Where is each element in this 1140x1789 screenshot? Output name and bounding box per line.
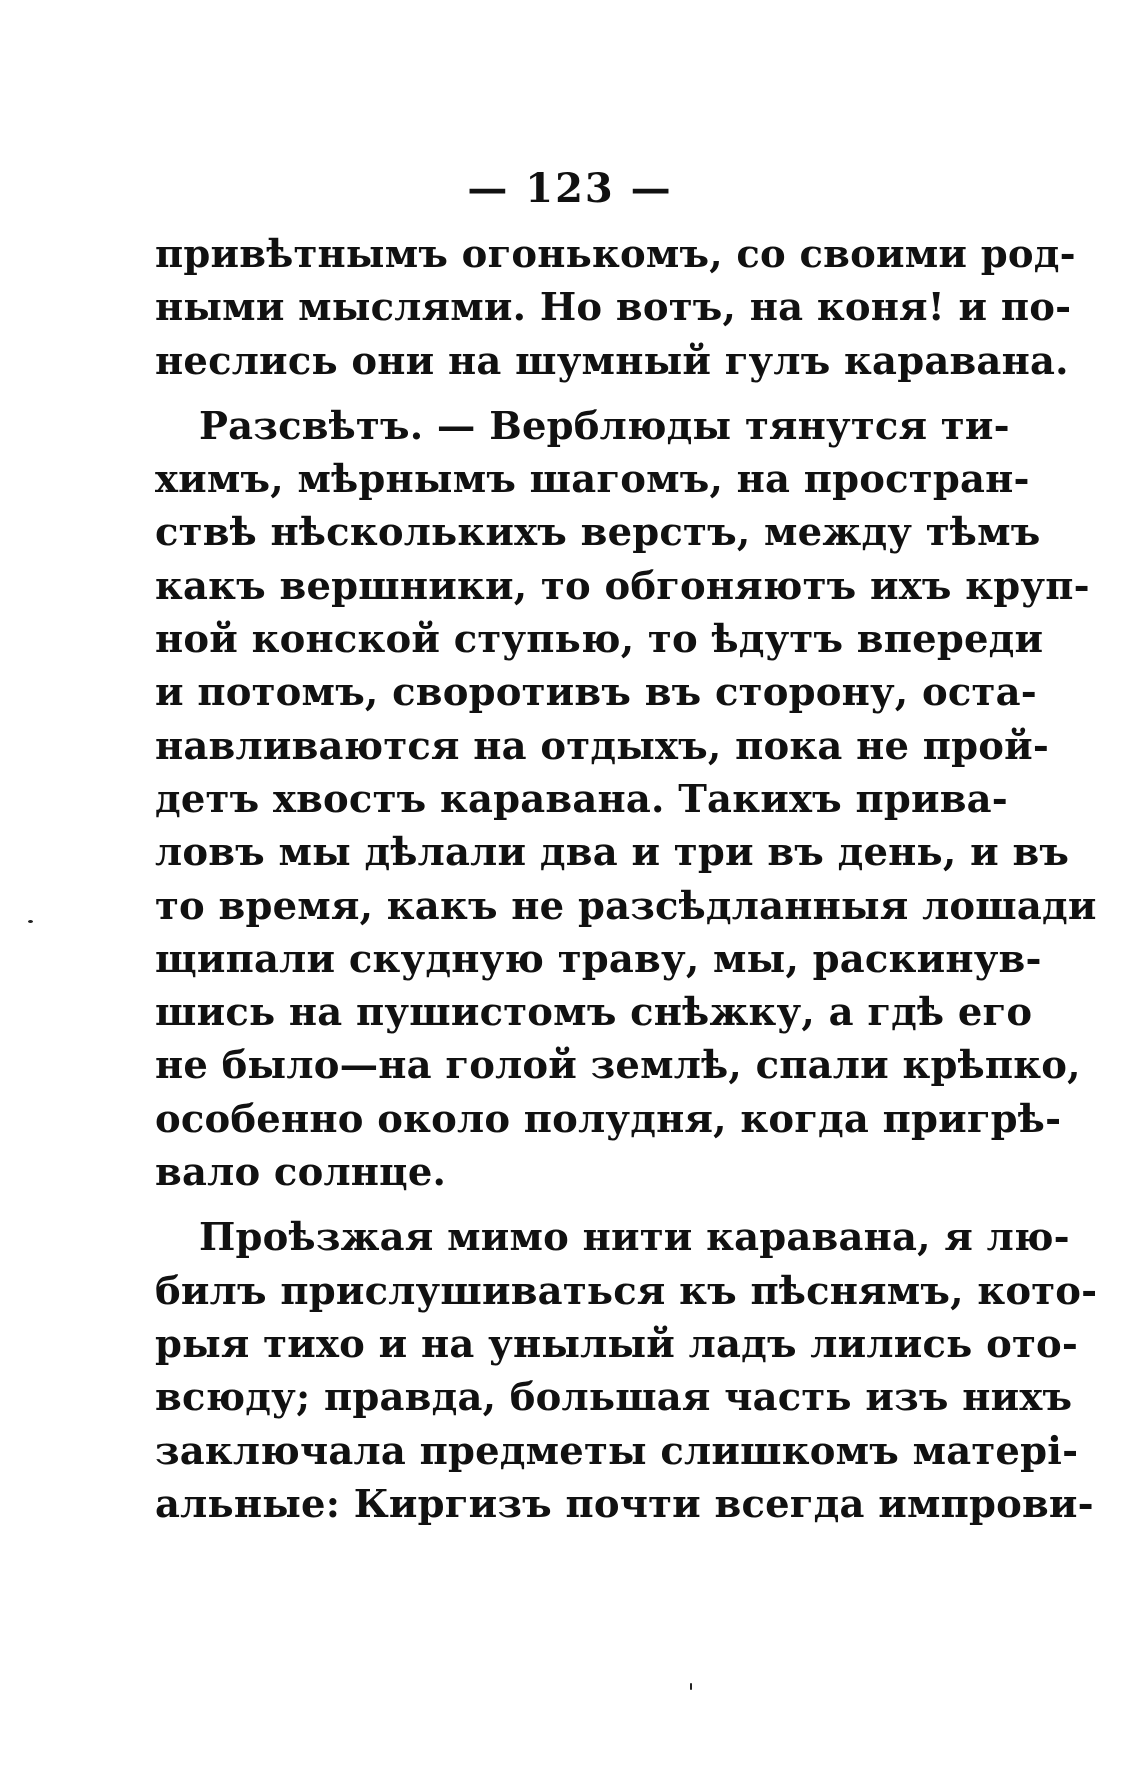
body-text [155, 228, 1098, 1531]
text-line: заключала предметы слишкомъ матері- [155, 1428, 1079, 1474]
text-line: неслись они на шумный гулъ каравана. [155, 338, 1069, 384]
paragraph [155, 1211, 1098, 1531]
text-line: какъ вершники, то обгоняютъ ихъ круп- [155, 563, 1090, 609]
paragraph [155, 400, 1097, 1199]
text-line: ными мыслями. Но вотъ, на коня! и по- [155, 285, 1072, 331]
text-line: билъ прислушиваться къ пѣснямъ, кото- [155, 1268, 1098, 1314]
text-line: особенно около полудня, когда пригрѣ- [155, 1096, 1062, 1142]
text-line: то время, какъ не разсѣдланныя лошади [155, 883, 1097, 929]
text-line: ствѣ нѣсколькихъ верстъ, между тѣмъ [155, 510, 1041, 556]
text-line: Разсвѣтъ. — Верблюды тянутся ти- [199, 403, 1010, 449]
text-line: вало солнце. [155, 1150, 447, 1196]
paragraph [155, 228, 1076, 388]
text-line: привѣтнымъ огонькомъ, со своими род- [155, 232, 1076, 277]
text-line: детъ хвостъ каравана. Такихъ прива- [155, 776, 1008, 822]
text-line: Проѣзжая мимо нити каравана, я лю- [199, 1215, 1070, 1261]
text-line: ной конской ступью, то ѣдутъ впереди [155, 617, 1044, 663]
text-line: альные: Киргизъ почти всегда импрови- [155, 1481, 1094, 1527]
text-line: рыя тихо и на унылый ладъ лились ото- [155, 1321, 1079, 1367]
scan-speck [28, 920, 33, 923]
text-line: ловъ мы дѣлали два и три въ день, и въ [155, 830, 1070, 876]
text-line: не было—на голой землѣ, спали крѣпко, [155, 1043, 1081, 1089]
text-line: и потомъ, своротивъ въ сторону, оста- [155, 670, 1037, 716]
text-line: шись на пушистомъ снѣжку, а гдѣ его [155, 990, 1033, 1036]
page-number: — 123 — [467, 165, 673, 212]
text-line: навливаются на отдыхъ, пока не прой- [155, 723, 1050, 769]
text-line: химъ, мѣрнымъ шагомъ, на простран- [155, 457, 1030, 503]
text-line: щипали скудную траву, мы, раскинув- [155, 936, 1042, 982]
text-line: всюду; правда, большая часть изъ нихъ [155, 1375, 1073, 1421]
scan-speck [690, 1683, 692, 1690]
